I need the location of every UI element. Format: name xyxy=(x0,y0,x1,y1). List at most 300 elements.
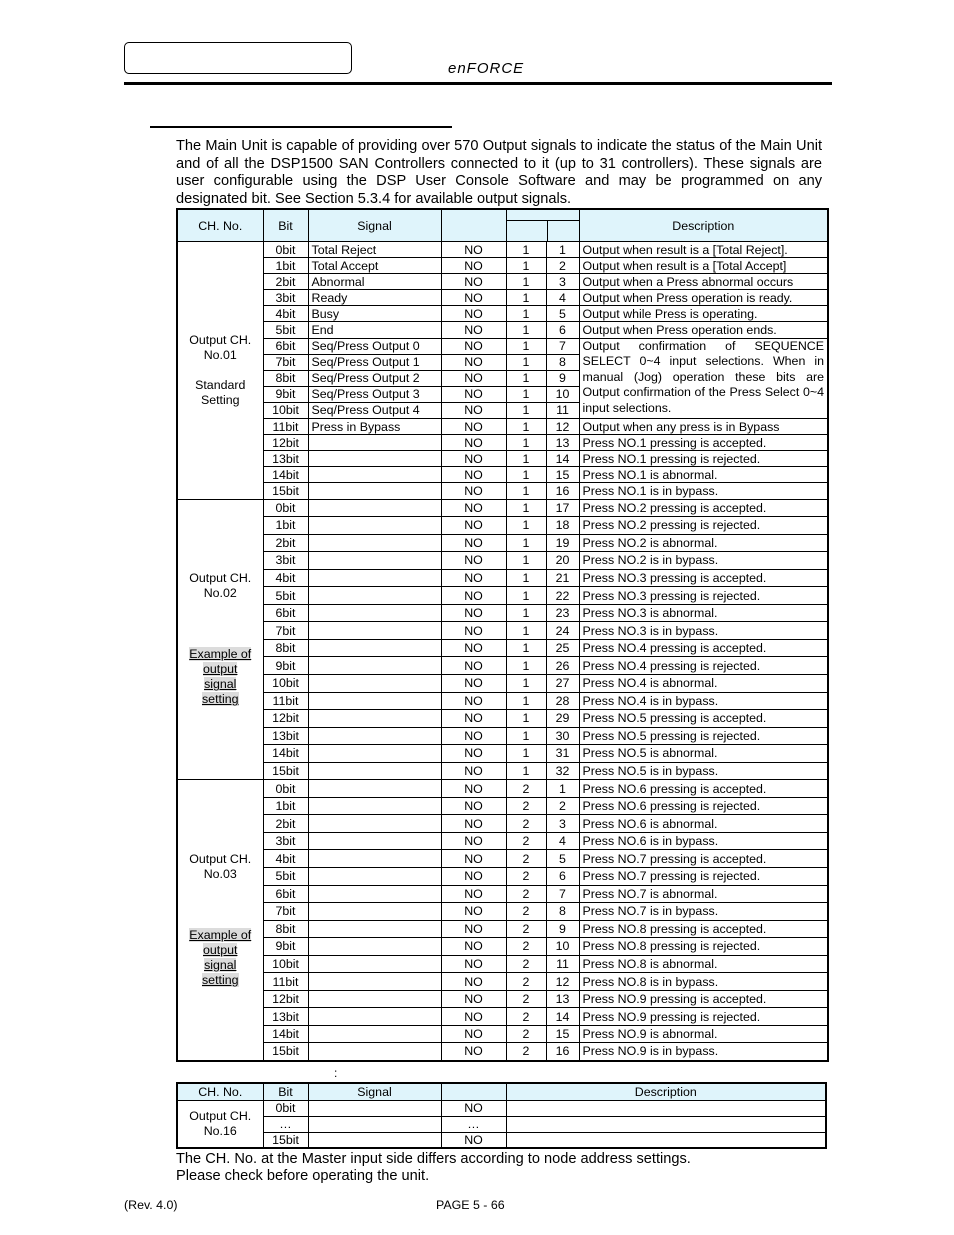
signal-cell xyxy=(308,674,441,692)
bit-cell: 15bit xyxy=(263,1132,308,1148)
signal-cell xyxy=(308,604,441,622)
table2-header-ch-no: CH. No. xyxy=(177,1083,263,1100)
n2-cell: 13 xyxy=(546,990,579,1008)
bit-cell: 10bit xyxy=(263,402,308,418)
bit-cell: 11bit xyxy=(263,692,308,710)
table-row xyxy=(177,973,828,991)
n2-cell: 24 xyxy=(546,622,579,640)
table-row xyxy=(177,1025,828,1043)
description-cell: Press NO.1 is abnormal. xyxy=(579,467,828,483)
bit-cell: 8bit xyxy=(263,639,308,657)
intro-paragraph: The Main Unit is capable of providing over 570 Output signals to indicate the status of the Main Unit and of all the DSP1500 SAN Controllers connected to it (up to 31 controllers). These signals are user configurable using the DSP User Console Software and may be programmed on any designated bit. See Section 5.3.4 for available output signals. xyxy=(176,138,822,207)
bit-cell: 3bit xyxy=(263,290,308,306)
signal-cell xyxy=(308,622,441,640)
table-row xyxy=(177,885,828,903)
table-row xyxy=(177,920,828,938)
description-cell: Press NO.3 is in bypass. xyxy=(579,622,828,640)
n1-cell: 1 xyxy=(506,727,546,745)
no-cell: NO xyxy=(441,419,506,435)
n2-cell: 5 xyxy=(546,850,579,868)
description-cell: Output when Press operation ends. xyxy=(579,322,828,338)
n1-cell: 1 xyxy=(506,402,546,418)
table-row xyxy=(177,517,828,535)
signal-cell xyxy=(308,903,441,921)
no-cell: NO xyxy=(441,1008,506,1026)
n2-cell: 16 xyxy=(546,483,579,499)
table-row xyxy=(177,290,828,306)
no-cell: NO xyxy=(441,483,506,499)
description-cell: Press NO.7 pressing is rejected. xyxy=(579,867,828,885)
n2-cell: 6 xyxy=(546,867,579,885)
n2-cell: 7 xyxy=(546,338,579,354)
table-row xyxy=(177,1132,826,1148)
no-cell: NO xyxy=(441,552,506,570)
signal-cell xyxy=(308,499,441,517)
table-row xyxy=(177,242,828,258)
n2-cell: 12 xyxy=(546,419,579,435)
table-row xyxy=(177,1100,826,1116)
n2-cell: 30 xyxy=(546,727,579,745)
n1-cell: 2 xyxy=(506,1043,546,1061)
n1-cell: 1 xyxy=(506,290,546,306)
bit-cell: 6bit xyxy=(263,338,308,354)
note-line: Please check before operating the unit. xyxy=(176,1168,430,1184)
signal-cell xyxy=(308,483,441,499)
description-cell: Press NO.5 is abnormal. xyxy=(579,745,828,763)
table-row xyxy=(177,467,828,483)
signal-cell xyxy=(308,1116,441,1132)
description-cell: Press NO.6 pressing is rejected. xyxy=(579,797,828,815)
table-row xyxy=(177,604,828,622)
description-cell: Press NO.4 is in bypass. xyxy=(579,692,828,710)
section-heading-underline xyxy=(150,126,452,128)
table-row xyxy=(177,657,828,675)
n2-cell: 13 xyxy=(546,435,579,451)
signal-cell xyxy=(308,1132,441,1148)
n1-cell: 1 xyxy=(506,338,546,354)
n2-cell: 14 xyxy=(546,1008,579,1026)
n2-cell: 3 xyxy=(546,815,579,833)
no-cell: NO xyxy=(441,622,506,640)
n1-cell: 2 xyxy=(506,885,546,903)
header-signal: Signal xyxy=(308,209,441,242)
no-cell: NO xyxy=(441,850,506,868)
no-cell: NO xyxy=(441,674,506,692)
bit-cell: 6bit xyxy=(263,885,308,903)
table-row xyxy=(177,710,828,728)
no-cell: NO xyxy=(441,815,506,833)
header-address xyxy=(506,209,579,242)
description-cell: Press NO.3 pressing is rejected. xyxy=(579,587,828,605)
n1-cell: 1 xyxy=(506,639,546,657)
n2-cell: 8 xyxy=(546,354,579,370)
channel-label-cell xyxy=(177,242,263,500)
no-cell: NO xyxy=(441,762,506,780)
signal-cell xyxy=(308,797,441,815)
table-row xyxy=(177,274,828,290)
bit-cell: 8bit xyxy=(263,920,308,938)
description-cell: Output when result is a [Total Accept] xyxy=(579,258,828,274)
no-cell: NO xyxy=(441,604,506,622)
description-cell: Press NO.8 is in bypass. xyxy=(579,973,828,991)
no-cell: NO xyxy=(441,370,506,386)
bit-cell: 9bit xyxy=(263,386,308,402)
description-cell: Press NO.4 pressing is rejected. xyxy=(579,657,828,675)
description-cell: Press NO.5 pressing is accepted. xyxy=(579,710,828,728)
n1-cell: 1 xyxy=(506,354,546,370)
header-bit: Bit xyxy=(263,209,308,242)
bit-cell: 1bit xyxy=(263,517,308,535)
n1-cell: 2 xyxy=(506,780,546,798)
n2-cell: 23 xyxy=(546,604,579,622)
header-title-box xyxy=(124,42,352,74)
bit-cell: 15bit xyxy=(263,483,308,499)
n1-cell: 1 xyxy=(506,274,546,290)
signal-cell xyxy=(308,657,441,675)
n1-cell: 1 xyxy=(506,745,546,763)
signal-cell xyxy=(308,710,441,728)
bit-cell: 5bit xyxy=(263,322,308,338)
signal-cell: Busy xyxy=(308,306,441,322)
table2-header-description: Description xyxy=(506,1083,826,1100)
bit-cell: 10bit xyxy=(263,674,308,692)
description-cell: Press NO.2 is in bypass. xyxy=(579,552,828,570)
description-cell: Press NO.9 is in bypass. xyxy=(579,1043,828,1061)
bit-cell: 11bit xyxy=(263,973,308,991)
footer-revision: (Rev. 4.0) xyxy=(124,1198,178,1212)
table-row xyxy=(177,780,828,798)
table-row xyxy=(177,850,828,868)
no-cell: NO xyxy=(441,867,506,885)
n2-cell: 2 xyxy=(546,797,579,815)
output-ch16-table xyxy=(176,1082,827,1149)
no-cell: NO xyxy=(441,435,506,451)
n1-cell: 1 xyxy=(506,762,546,780)
bit-cell: 7bit xyxy=(263,903,308,921)
table-row xyxy=(177,955,828,973)
n1-cell: 1 xyxy=(506,517,546,535)
description-cell: Press NO.3 pressing is accepted. xyxy=(579,569,828,587)
no-cell: NO xyxy=(441,832,506,850)
description-cell: Press NO.5 pressing is rejected. xyxy=(579,727,828,745)
signal-cell: Abnormal xyxy=(308,274,441,290)
signal-cell: Seq/Press Output 1 xyxy=(308,354,441,370)
table-row xyxy=(177,990,828,1008)
n2-cell: 28 xyxy=(546,692,579,710)
bit-cell: 13bit xyxy=(263,727,308,745)
bit-cell: … xyxy=(263,1116,308,1132)
table2-header-row xyxy=(177,1083,826,1100)
table-row xyxy=(177,483,828,499)
bit-cell: 4bit xyxy=(263,569,308,587)
bit-cell: 6bit xyxy=(263,604,308,622)
no-cell: NO xyxy=(441,451,506,467)
signal-cell xyxy=(308,692,441,710)
bit-cell: 12bit xyxy=(263,435,308,451)
description-cell: Press NO.1 pressing is rejected. xyxy=(579,451,828,467)
no-cell: NO xyxy=(441,885,506,903)
description-cell: Press NO.4 is abnormal. xyxy=(579,674,828,692)
description-cell: Press NO.2 pressing is accepted. xyxy=(579,499,828,517)
channel-label-line: Setting xyxy=(200,392,240,407)
signal-cell xyxy=(308,1025,441,1043)
description-cell: Press NO.6 pressing is accepted. xyxy=(579,780,828,798)
table-row xyxy=(177,674,828,692)
n1-cell: 1 xyxy=(506,242,546,258)
table-row xyxy=(177,569,828,587)
table-row xyxy=(177,338,828,354)
no-cell: NO xyxy=(441,402,506,418)
brand-logo: enFORCE xyxy=(448,60,525,77)
channel-label-cell xyxy=(177,1100,263,1148)
bit-cell: 4bit xyxy=(263,850,308,868)
bit-cell: 0bit xyxy=(263,780,308,798)
description-cell xyxy=(506,1132,826,1148)
no-cell: NO xyxy=(441,290,506,306)
header-rule xyxy=(124,82,832,85)
n1-cell: 2 xyxy=(506,832,546,850)
signal-cell xyxy=(308,435,441,451)
table-row xyxy=(177,587,828,605)
n1-cell: 1 xyxy=(506,552,546,570)
table-row xyxy=(177,797,828,815)
no-cell: NO xyxy=(441,338,506,354)
bit-cell: 1bit xyxy=(263,258,308,274)
no-cell: NO xyxy=(441,242,506,258)
bit-cell: 13bit xyxy=(263,1008,308,1026)
no-cell: NO xyxy=(441,990,506,1008)
n1-cell: 2 xyxy=(506,1025,546,1043)
description-cell: Press NO.7 is abnormal. xyxy=(579,885,828,903)
n2-cell: 15 xyxy=(546,1025,579,1043)
n1-cell: 1 xyxy=(506,710,546,728)
example-setting-note: Example of output signal setting xyxy=(189,927,252,987)
channel-label-line: Output CH. xyxy=(189,571,252,586)
table-row xyxy=(177,499,828,517)
description-cell: Press NO.4 pressing is accepted. xyxy=(579,639,828,657)
table-row xyxy=(177,745,828,763)
n2-cell: 9 xyxy=(546,920,579,938)
n2-cell: 15 xyxy=(546,467,579,483)
signal-cell: End xyxy=(308,322,441,338)
signal-cell xyxy=(308,1043,441,1061)
channel-label-line: Output CH. xyxy=(189,1108,252,1123)
table-row xyxy=(177,639,828,657)
no-cell: NO xyxy=(441,306,506,322)
n2-cell: 29 xyxy=(546,710,579,728)
no-cell: NO xyxy=(441,710,506,728)
n2-cell: 1 xyxy=(546,242,579,258)
signal-cell xyxy=(308,451,441,467)
signal-cell: Seq/Press Output 3 xyxy=(308,386,441,402)
description-cell: Press NO.8 pressing is rejected. xyxy=(579,938,828,956)
no-cell: NO xyxy=(441,938,506,956)
description-cell: Output when Press operation is ready. xyxy=(579,290,828,306)
channel-label-line: No.02 xyxy=(203,586,237,601)
n1-cell: 1 xyxy=(506,451,546,467)
no-cell: NO xyxy=(441,322,506,338)
description-cell: Press NO.9 pressing is rejected. xyxy=(579,1008,828,1026)
bit-cell: 14bit xyxy=(263,745,308,763)
output-signal-table xyxy=(176,208,829,1062)
table-row xyxy=(177,622,828,640)
bit-cell: 5bit xyxy=(263,587,308,605)
bit-cell: 0bit xyxy=(263,242,308,258)
n1-cell: 1 xyxy=(506,692,546,710)
no-cell: NO xyxy=(441,467,506,483)
no-cell: NO xyxy=(441,354,506,370)
signal-cell xyxy=(308,850,441,868)
n1-cell: 2 xyxy=(506,1008,546,1026)
n2-cell: 26 xyxy=(546,657,579,675)
no-cell: NO xyxy=(441,920,506,938)
n1-cell: 1 xyxy=(506,604,546,622)
description-cell: Press NO.7 pressing is accepted. xyxy=(579,850,828,868)
signal-cell xyxy=(308,745,441,763)
no-cell: NO xyxy=(441,569,506,587)
channel-label-cell xyxy=(177,499,263,780)
n1-cell: 1 xyxy=(506,467,546,483)
table-row xyxy=(177,903,828,921)
n1-cell: 1 xyxy=(506,306,546,322)
signal-cell xyxy=(308,467,441,483)
signal-cell xyxy=(308,938,441,956)
n1-cell: 1 xyxy=(506,419,546,435)
header-description: Description xyxy=(579,209,828,242)
bit-cell: 2bit xyxy=(263,815,308,833)
channel-label-line: No.01 xyxy=(203,347,237,362)
no-cell: NO xyxy=(441,517,506,535)
description-cell: Output when result is a [Total Reject]. xyxy=(579,242,828,258)
n1-cell: 1 xyxy=(506,674,546,692)
example-setting-note: Example of output signal setting xyxy=(189,647,252,707)
no-cell: NO xyxy=(441,657,506,675)
signal-cell: Seq/Press Output 4 xyxy=(308,402,441,418)
n2-cell: 2 xyxy=(546,258,579,274)
description-cell xyxy=(506,1116,826,1132)
no-cell: NO xyxy=(441,1132,506,1148)
n1-cell: 2 xyxy=(506,903,546,921)
no-cell: NO xyxy=(441,973,506,991)
table-row xyxy=(177,534,828,552)
n2-cell: 20 xyxy=(546,552,579,570)
n1-cell: 1 xyxy=(506,534,546,552)
bit-cell: 1bit xyxy=(263,797,308,815)
signal-cell: Ready xyxy=(308,290,441,306)
n1-cell: 2 xyxy=(506,955,546,973)
table2-header-col4 xyxy=(441,1083,506,1100)
table-row xyxy=(177,552,828,570)
bit-cell: 0bit xyxy=(263,499,308,517)
n2-cell: 22 xyxy=(546,587,579,605)
channel-label-line: Output CH. xyxy=(189,851,252,866)
signal-cell xyxy=(308,973,441,991)
n2-cell: 5 xyxy=(546,306,579,322)
signal-cell xyxy=(308,867,441,885)
bit-cell: 8bit xyxy=(263,370,308,386)
bit-cell: 4bit xyxy=(263,306,308,322)
signal-cell: Total Accept xyxy=(308,258,441,274)
table-row xyxy=(177,306,828,322)
n1-cell: 2 xyxy=(506,867,546,885)
no-cell: NO xyxy=(441,692,506,710)
table2-header-signal: Signal xyxy=(308,1083,441,1100)
n2-cell: 17 xyxy=(546,499,579,517)
table-row xyxy=(177,938,828,956)
bit-cell: 2bit xyxy=(263,274,308,290)
description-cell: Press NO.2 pressing is rejected. xyxy=(579,517,828,535)
no-cell: NO xyxy=(441,1025,506,1043)
signal-cell xyxy=(308,1008,441,1026)
n1-cell: 1 xyxy=(506,622,546,640)
description-cell: Press NO.9 is abnormal. xyxy=(579,1025,828,1043)
description-cell: Press NO.8 is abnormal. xyxy=(579,955,828,973)
n2-cell: 6 xyxy=(546,322,579,338)
n2-cell: 11 xyxy=(546,402,579,418)
n2-cell: 21 xyxy=(546,569,579,587)
n1-cell: 1 xyxy=(506,258,546,274)
n1-cell: 1 xyxy=(506,657,546,675)
signal-cell xyxy=(308,832,441,850)
n1-cell: 1 xyxy=(506,322,546,338)
no-cell: NO xyxy=(441,258,506,274)
n2-cell: 9 xyxy=(546,370,579,386)
signal-cell xyxy=(308,534,441,552)
channel-label-line: Standard xyxy=(195,377,246,392)
n1-cell: 1 xyxy=(506,499,546,517)
n2-cell: 25 xyxy=(546,639,579,657)
table-row xyxy=(177,1043,828,1061)
header-col6 xyxy=(548,221,579,241)
n2-cell: 14 xyxy=(546,451,579,467)
table-row xyxy=(177,451,828,467)
channel-label-line: No.16 xyxy=(203,1123,237,1138)
signal-cell xyxy=(308,517,441,535)
signal-cell: Total Reject xyxy=(308,242,441,258)
signal-cell xyxy=(308,639,441,657)
n1-cell: 1 xyxy=(506,483,546,499)
bit-cell: 14bit xyxy=(263,467,308,483)
header-col4 xyxy=(441,209,506,242)
description-cell: Press NO.3 is abnormal. xyxy=(579,604,828,622)
table2-header-bit: Bit xyxy=(263,1083,308,1100)
table-row xyxy=(177,692,828,710)
table-row xyxy=(177,322,828,338)
description-cell xyxy=(506,1100,826,1116)
no-cell: NO xyxy=(441,780,506,798)
bit-cell: 0bit xyxy=(263,1100,308,1116)
n2-cell: 10 xyxy=(546,386,579,402)
n2-cell: 12 xyxy=(546,973,579,991)
footer-page-number: PAGE 5 - 66 xyxy=(436,1198,505,1212)
description-cell: Press NO.6 is in bypass. xyxy=(579,832,828,850)
bit-cell: 5bit xyxy=(263,867,308,885)
table-row xyxy=(177,832,828,850)
n1-cell: 2 xyxy=(506,973,546,991)
no-cell: NO xyxy=(441,534,506,552)
bit-cell: 15bit xyxy=(263,762,308,780)
header-col5 xyxy=(507,221,548,241)
description-cell: Press NO.9 pressing is accepted. xyxy=(579,990,828,1008)
n2-cell: 19 xyxy=(546,534,579,552)
table-row xyxy=(177,727,828,745)
signal-cell: Press in Bypass xyxy=(308,419,441,435)
n2-cell: 27 xyxy=(546,674,579,692)
n2-cell: 10 xyxy=(546,938,579,956)
description-cell: Press NO.7 is in bypass. xyxy=(579,903,828,921)
header-ch-no: CH. No. xyxy=(177,209,263,242)
sequence-description-cell: Output confirmation of SEQUENCE SELECT 0~4 input selections. When in manual (Jog) operation these bits are Output confirmation of the Press Select 0~4 input selections. xyxy=(579,338,828,418)
